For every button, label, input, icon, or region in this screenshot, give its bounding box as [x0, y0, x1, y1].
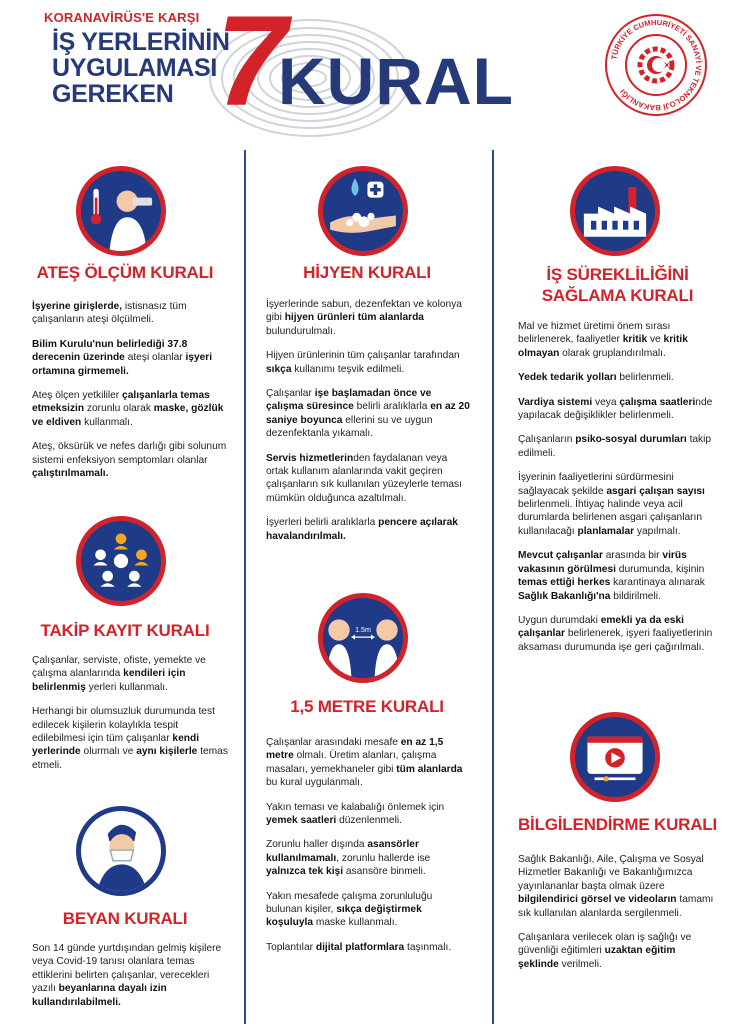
emphasis-text: asgari çalışan sayısı	[606, 485, 705, 497]
emphasis-text: Vardiya sistemi	[518, 396, 593, 408]
body-text: karantinaya alınarak	[610, 577, 705, 589]
body-text: İşyerinin faaliyetlerini sürdürmesini sağlayacak şekilde	[518, 472, 674, 497]
body-text: Ateş ölçen yetkililer	[32, 390, 123, 402]
emphasis-text: İşyerine girişlerde,	[32, 301, 123, 312]
section-body-bilgi	[518, 853, 718, 982]
emphasis-text: yalnızca tek kişi	[266, 866, 344, 878]
body-text: ve	[647, 334, 664, 346]
emphasis-text: çalışma saatleri	[619, 396, 696, 408]
emphasis-text: tüm alanlarda	[396, 763, 463, 775]
body-text: Toplantılar	[266, 941, 316, 953]
body-text: Hijyen ürünlerinin tüm çalışanlar tarafından	[266, 350, 460, 362]
body-paragraph	[518, 320, 718, 360]
column-divider	[492, 150, 494, 1024]
header-number: 7	[216, 0, 288, 133]
emphasis-text: dijital platformlara	[315, 941, 405, 953]
section-body-beyan	[32, 942, 230, 1020]
body-text: belirlenmeli.	[616, 372, 674, 384]
emphasis-text: psiko-sosyal durumları	[575, 434, 687, 446]
section-title-line: İŞ SÜREKLİLİĞİNİ	[546, 265, 689, 284]
body-paragraph	[32, 389, 230, 429]
emphasis-text: işe başlamadan önce ve çalışma süresince	[266, 388, 432, 413]
body-text: istisnasız tüm çalışanların ateşi ölçülmeli.	[32, 301, 187, 326]
body-text: belirlenmeli. İhtiyaç halinde veya acil durumlarda belirlenen asgari çalışanların kullanılacağı	[518, 499, 703, 537]
body-text: İşyerlerinde sabun, dezenfektan ve kolonya gibi	[266, 299, 462, 324]
body-paragraph	[266, 736, 470, 790]
emphasis-text: çalışanlarla temas etmeksizin	[32, 390, 210, 415]
body-paragraph	[266, 349, 470, 376]
body-text: takip edilmeli.	[518, 434, 712, 459]
section-body-takip	[32, 654, 230, 783]
body-text: bulundurulmalı.	[266, 325, 336, 337]
masked-person-icon	[76, 806, 166, 896]
body-text: zorunlu olarak	[84, 403, 154, 415]
body-text: taşınmalı.	[404, 941, 452, 953]
distance-label: 1.5m	[355, 625, 371, 634]
people-network-icon	[76, 516, 166, 606]
header-title-line: İŞ YERLERİNİN	[52, 28, 230, 56]
body-text: Mal ve hizmet üretimi önem sırası belirlenerek, faaliyetler	[518, 321, 671, 346]
body-paragraph	[518, 471, 718, 538]
emphasis-text: hijyen ürünleri tüm alanlarda	[284, 312, 424, 324]
emphasis-text: en az 20 saniye boyunca	[266, 401, 470, 426]
body-text: belirli aralıklarla	[353, 401, 431, 413]
section-title-beyan: BEYAN KURALI	[62, 909, 188, 928]
body-text: Çalışanlar, serviste, ofiste, yemekte ve çalışma alanlarında	[32, 655, 206, 680]
social-distance-icon	[318, 593, 408, 683]
body-text: verilmeli.	[558, 958, 602, 970]
body-paragraph	[266, 801, 470, 828]
body-text: Ateş, öksürük ve nefes darlığı gibi solunum sistemi enfeksiyon semptomları olanlar	[32, 441, 227, 466]
body-text: bu kural uygulanmalı.	[266, 777, 363, 789]
emphasis-text: beyanlarına dayalı izin kullandırılabilmeli.	[32, 983, 167, 1008]
emphasis-text: emekli ya da eski çalışanlar	[518, 614, 684, 640]
section-title-hijyen: HİJYEN KURALI	[303, 263, 431, 282]
body-text: durumunda, kişinin	[615, 563, 705, 575]
section-body-metre	[266, 736, 470, 965]
body-text: nde yapılacak değişiklikler belirlenmeli.	[518, 396, 713, 422]
section-body-sureklilik	[518, 320, 718, 665]
emphasis-text: çalıştırılmamalı.	[32, 468, 109, 480]
body-text: Çalışanların	[518, 434, 576, 446]
body-text: temas etmeli.	[32, 746, 228, 771]
body-paragraph	[32, 654, 230, 694]
emphasis-text: Servis hizmetlerin	[266, 452, 354, 464]
thermometer-check-icon	[76, 166, 166, 256]
emphasis-text: sıkça değiştirmek koşuluyla	[266, 904, 422, 929]
body-paragraph	[32, 440, 230, 480]
body-text: Uygun durumdaki	[518, 614, 601, 626]
body-text: yerleri kullanmalı.	[85, 681, 168, 693]
body-text: olmalı. Üretim alanları, çalışma masaları, yemekhaneler gibi	[266, 750, 437, 775]
body-text: ateşi olanlar	[124, 352, 186, 364]
emphasis-text: Sağlık Bakanlığı'na	[518, 590, 611, 602]
body-text: kullanmalı.	[81, 416, 133, 428]
body-text: Zorunlu haller dışında	[266, 839, 368, 851]
body-paragraph	[32, 705, 230, 772]
body-paragraph	[32, 300, 230, 327]
body-text: tamamı sık kullanılan alanlarda sergilenmeli.	[518, 894, 714, 919]
body-text: olurmalı ve	[80, 746, 137, 758]
body-paragraph	[518, 931, 718, 971]
header-title-line: UYGULAMASI	[52, 54, 218, 82]
emphasis-text: aynı kişilerle	[136, 746, 198, 758]
body-text: asansöre binmeli.	[343, 866, 426, 878]
emphasis-text: uzaktan eğitim şeklinde	[518, 945, 676, 970]
section-body-ates	[32, 300, 230, 491]
body-paragraph	[518, 371, 718, 384]
body-paragraph	[518, 433, 718, 460]
section-title-bilgi: BİLGİLENDİRME KURALI	[517, 815, 718, 834]
emphasis-text: yemek saatleri	[266, 815, 337, 827]
emphasis-text: pencere açılarak havalandırılmalı.	[266, 517, 458, 542]
emphasis-text: virüs vakasının görülmesi	[518, 550, 687, 575]
section-body-hijyen	[266, 298, 470, 554]
body-text: yapılmalı.	[634, 525, 681, 537]
body-text: maske kullanmalı.	[313, 917, 398, 929]
body-paragraph	[266, 941, 470, 954]
body-paragraph	[266, 516, 470, 543]
body-text: belirlenerek, işyeri faaliyetlerinin aksaması durumunda işe geri çağırılmalı.	[518, 628, 713, 653]
body-text: den faydalanan veya ortak kullanım alanlarında vakit geçiren çalışanların sık kullanılan yüzeylerle teması mümkün olduğunca azaltılmalı.	[266, 452, 462, 504]
body-text: veya	[592, 396, 620, 408]
section-title-sureklilik	[510, 264, 725, 306]
body-text: Son 14 günde yurtdışından gelmiş kişilere veya Covid-19 tanısı olanlara temas ettiklerini belirten çalışanlar, verecekleri yazılı	[32, 943, 222, 995]
body-text: ellerini su ve uygun dezenfektanla yıkamalı.	[266, 414, 433, 440]
body-paragraph	[266, 298, 470, 338]
body-text: Çalışanlar arasındaki mesafe	[266, 737, 401, 748]
body-text: Çalışanlara verilecek olan iş sağlığı ve güvenliği eğitimleri	[518, 932, 692, 957]
emphasis-text: maske, gözlük ve eldiven	[32, 403, 224, 428]
body-text: Çalışanlar	[266, 388, 315, 400]
body-text: düzenlenmeli.	[336, 815, 402, 827]
section-title-metre: 1,5 METRE KURALI	[290, 697, 444, 716]
body-paragraph	[266, 387, 470, 441]
emphasis-text: kendileri için belirlenmiş	[32, 668, 186, 693]
body-text: Sağlık Bakanlığı, Aile, Çalışma ve Sosyal Hizmetler Bakanlığı ve Bakanlığımızca yayınlananlar başta olmak üzere	[518, 854, 704, 892]
body-paragraph	[32, 338, 230, 378]
emphasis-text: işyeri ortamına girmemeli.	[32, 352, 213, 377]
emphasis-text: en az 1,5 metre	[266, 737, 444, 762]
hand-wash-icon	[318, 166, 408, 256]
emphasis-text: kendi yerlerinde	[32, 733, 200, 758]
body-paragraph	[518, 396, 718, 423]
body-paragraph	[266, 452, 470, 506]
section-title-ates: ATEŞ ÖLÇÜM KURALI	[36, 263, 214, 282]
body-text: İşyerleri belirli aralıklarla	[266, 517, 379, 529]
emphasis-text: Mevcut çalışanlar	[518, 550, 603, 562]
body-text: Yakın mesafede çalışma zorunluluğu bulunan kişiler,	[266, 890, 433, 916]
body-text: Herhangi bir olumsuzluk durumunda test edilecek kişilerin kolaylıkla tespit edilebilmesi için tüm çalışanlar	[32, 706, 215, 745]
emphasis-text: bilgilendirici görsel ve videoların	[518, 894, 677, 906]
body-paragraph	[266, 838, 470, 878]
ministry-seal-logo	[603, 12, 709, 118]
factory-icon	[570, 166, 660, 256]
body-text: , zorunlu hallerde ise	[336, 852, 431, 864]
emphasis-text: temas ettiği herkes	[518, 577, 611, 589]
body-paragraph	[32, 942, 230, 1009]
emphasis-text: asansörler kullanılmamalı	[266, 839, 419, 864]
emphasis-text: kritik	[622, 334, 648, 346]
svg-text:TÜRKİYE CUMHURİYETİ SANAYİ VE: TÜRKİYE CUMHURİYETİ SANAYİ VE TEKNOLOJİ BAKANLIĞI	[609, 17, 704, 113]
header-title-line: GEREKEN	[52, 80, 174, 108]
body-text: olarak gruplandırılmalı.	[559, 347, 666, 359]
video-player-icon	[570, 712, 660, 802]
emphasis-text: Yedek tedarik yolları	[518, 372, 617, 384]
column-divider	[244, 150, 246, 1024]
body-text: bildirilmeli.	[610, 590, 661, 602]
header	[0, 0, 733, 140]
section-title-line: SAĞLAMA KURALI	[541, 286, 694, 305]
body-paragraph	[266, 890, 470, 930]
body-text: arasında bir	[602, 550, 663, 562]
emphasis-text: planlamalar	[577, 525, 635, 537]
body-text: Yakın teması ve kalabalığı önlemek için	[266, 801, 445, 813]
emphasis-text: Bilim Kurulu'nun belirlediği 37.8 derecenin üzerinde	[32, 338, 188, 364]
body-text: kullanımı teşvik edilmeli.	[291, 363, 405, 375]
emphasis-text: kritik olmayan	[518, 334, 688, 359]
header-word: KURAL	[278, 44, 514, 118]
section-title-takip: TAKİP KAYIT KURALI	[40, 621, 210, 640]
body-paragraph	[518, 614, 718, 654]
header-subtitle: KORANAVİRÜS'E KARŞI	[44, 10, 200, 25]
emphasis-text: sıkça	[266, 363, 292, 375]
body-paragraph	[518, 549, 718, 603]
body-paragraph	[518, 853, 718, 920]
